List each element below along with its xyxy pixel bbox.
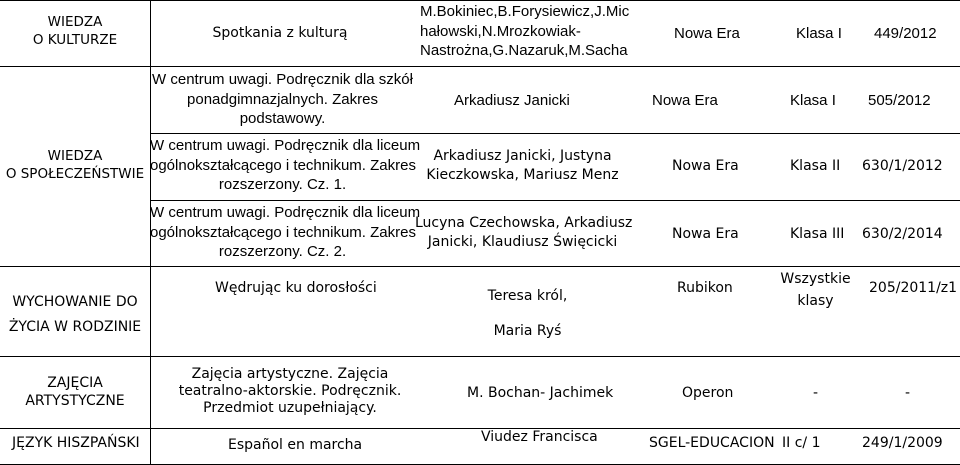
authors-line: Maria Ryś: [493, 323, 562, 339]
grade-line: klasy: [797, 293, 834, 310]
title-line: W centrum uwagi. Podręcznik dla liceum: [150, 204, 421, 221]
title-cell: Wędrując ku dorosłości: [215, 280, 377, 296]
title-cell: [150, 70, 415, 129]
subject-line: ŻYCIA W RODZINIE: [8, 318, 142, 335]
approval-number-cell: 630/1/2012: [862, 158, 943, 174]
title-cell: [150, 366, 430, 416]
subject-cell: [0, 290, 150, 339]
title-line: Przedmiot uzupełniający.: [203, 399, 377, 416]
publisher-cell: Nowa Era: [652, 92, 718, 109]
subject-line: O SPOŁECZEŃSTWIE: [5, 166, 145, 183]
approval-number-cell: 449/2012: [874, 25, 937, 42]
grade-cell: Klasa III: [790, 226, 845, 242]
publisher-cell: SGEL-EDUCACION: [649, 435, 775, 451]
title-line: Zajęcia artystyczne. Zajęcia: [191, 366, 389, 382]
approval-number-cell: 205/2011/z1: [869, 280, 958, 296]
authors-line: Arkadiusz Janicki, Justyna: [433, 148, 612, 164]
authors-cell: [415, 147, 630, 185]
subject-line: WIEDZA: [47, 148, 103, 164]
subject-cell: JĘZYK HISZPAŃSKI: [12, 435, 140, 451]
row-divider: [0, 66, 960, 67]
authors-line: Teresa król,: [487, 288, 568, 304]
grade-cell: Klasa I: [796, 25, 842, 42]
publisher-cell: Rubikon: [677, 280, 733, 296]
authors-cell: Viudez Francisca: [481, 429, 598, 445]
title-cell: [150, 203, 421, 262]
subject-cell: [0, 147, 150, 183]
subject-line: WYCHOWANIE DO: [12, 294, 138, 310]
authors-cell: [420, 2, 629, 61]
title-line: W centrum uwagi. Podręcznik dla liceum: [150, 137, 421, 154]
grade-cell: Klasa II: [790, 158, 841, 174]
subject-cell: [0, 13, 150, 49]
authors-cell: [440, 279, 615, 349]
grade-cell: [768, 268, 863, 313]
grade-cell: Klasa I: [790, 92, 836, 109]
title-line: podstawowy.: [239, 110, 326, 127]
authors-line: M.Bokiniec,B.Forysiewicz,J.Mic: [420, 3, 630, 20]
subject-line: ARTYSTYCZNE: [25, 393, 125, 410]
subject-line: O KULTURZE: [32, 32, 118, 49]
authors-line: Lucyna Czechowska, Arkadiusz: [415, 215, 633, 231]
row-divider: [150, 200, 960, 201]
publisher-cell: Nowa Era: [672, 226, 739, 242]
subject-line: ZAJĘCIA: [47, 375, 103, 391]
authors-line: hałowski,N.Mrozkowiak-: [420, 22, 581, 40]
authors-cell: Arkadiusz Janicki: [454, 92, 570, 109]
subject-line: WIEDZA: [47, 14, 103, 30]
title-line: rozszerzony. Cz. 1.: [218, 176, 347, 193]
grade-line: Wszystkie: [780, 271, 851, 287]
title-line: ogólnokształcącego i technikum. Zakres: [150, 156, 416, 174]
publisher-cell: Nowa Era: [672, 158, 739, 174]
row-divider: [0, 428, 960, 429]
grade-cell: II c/ 1: [782, 435, 821, 451]
publisher-cell: Operon: [682, 385, 734, 401]
grade-cell: -: [813, 385, 819, 401]
title-line: teatralno-aktorskie. Podręcznik.: [178, 382, 402, 399]
title-line: ponadgimnazjalnych. Zakres: [187, 90, 378, 108]
row-divider: [150, 133, 960, 134]
authors-cell: M. Bochan- Jachimek: [467, 385, 614, 401]
subject-cell: [0, 374, 150, 410]
title-cell: Spotkania z kulturą: [212, 25, 348, 41]
approval-number-cell: 249/1/2009: [862, 435, 943, 451]
approval-number-cell: -: [905, 385, 911, 401]
title-line: W centrum uwagi. Podręcznik dla szkół: [152, 71, 413, 88]
row-divider: [0, 266, 960, 267]
authors-line: Nastrożna,G.Nazaruk,M.Sacha: [420, 42, 628, 59]
title-line: rozszerzony. Cz. 2.: [218, 243, 347, 260]
title-line: ogólnokształcącego i technikum. Zakres: [150, 223, 416, 241]
approval-number-cell: 505/2012: [868, 92, 931, 109]
row-divider: [0, 356, 960, 357]
authors-line: Kieczkowska, Mariusz Menz: [426, 166, 619, 183]
title-cell: [150, 136, 421, 195]
authors-line: Janicki, Klaudiusz Święcicki: [427, 233, 618, 250]
table-border-top: [0, 0, 960, 1]
approval-number-cell: 630/2/2014: [862, 226, 943, 242]
title-cell: Español en marcha: [228, 437, 363, 453]
authors-cell: [415, 214, 633, 252]
publisher-cell: Nowa Era: [674, 25, 740, 42]
